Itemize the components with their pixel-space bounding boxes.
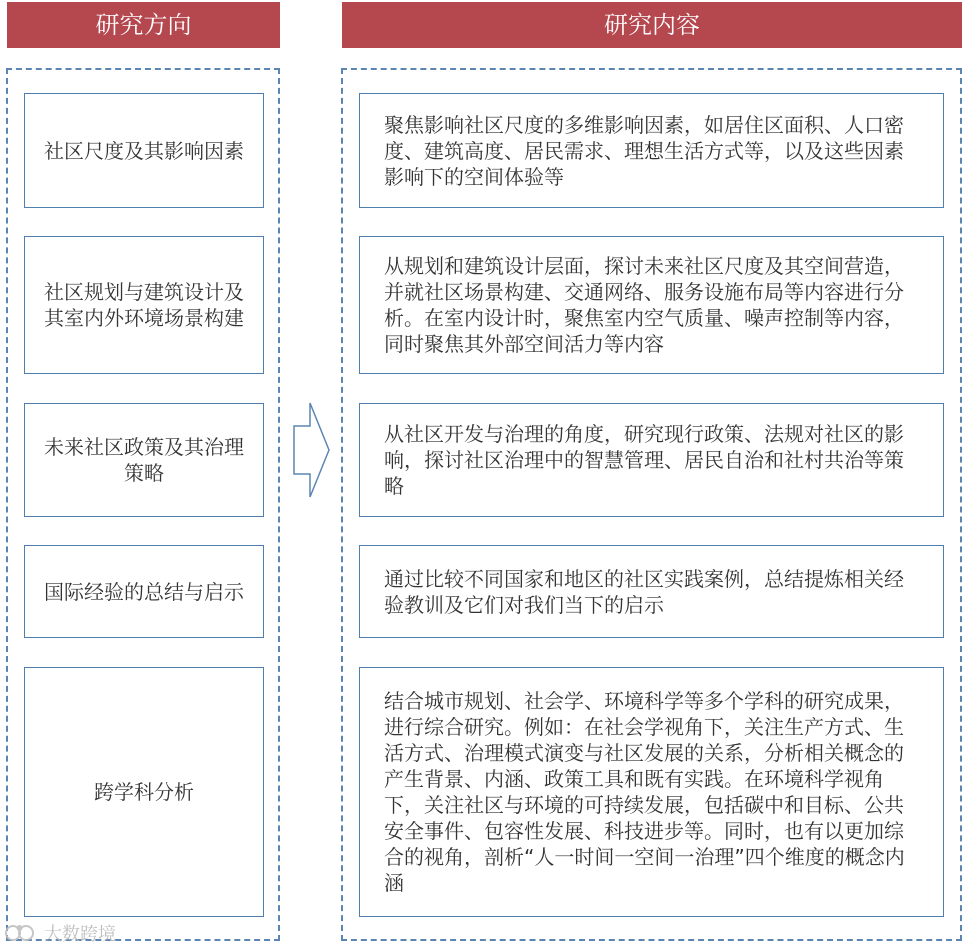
direction-box-1 <box>24 93 264 208</box>
content-text-4: 通过比较不同国家和地区的社区实践案例，总结提炼相关经验教训及它们对我们当下的启示 <box>384 566 904 617</box>
content-text-5: 结合城市规划、社会学、环境科学等多个学科的研究成果，进行综合研究。例如：在社会学视角下，关注生产方式、生活方式、治理模式演变与社区发展的关系，分析相关概念的产生背景、内涵、政策工具和既有实践。在环境科学视角下，关注社区与环境的可持续发展，包括碳中和目标、公共安全事件、包容性发展、科技进步等。同时，也有以更加综合的视角，剖析“人一时间一空间一治理”四个维度的概念内涵 <box>384 689 905 895</box>
content-box-4 <box>359 545 944 638</box>
direction-text-1: 社区尺度及其影响因素 <box>44 138 244 163</box>
right-arrow-icon <box>293 402 331 498</box>
direction-box-4 <box>24 545 264 638</box>
content-box-2 <box>359 236 944 374</box>
watermark-logo-icon <box>4 922 40 944</box>
header-research-content: 研究内容 <box>342 2 962 48</box>
direction-box-2 <box>24 236 264 374</box>
direction-text-3: 未来社区政策及其治理策略 <box>44 435 244 485</box>
content-text-1: 聚焦影响社区尺度的多维影响因素，如居住区面积、人口密度、建筑高度、居民需求、理想生活方式等，以及这些因素影响下的空间体验等 <box>384 112 904 189</box>
header-research-direction: 研究方向 <box>7 2 280 48</box>
direction-box-3 <box>24 403 264 517</box>
direction-text-5: 跨学科分析 <box>94 780 194 804</box>
content-box-3 <box>359 403 944 517</box>
content-text-3: 从社区开发与治理的角度，研究现行政策、法规对社区的影响，探讨社区治理中的智慧管理、居民自治和社村共治等策略 <box>384 422 904 498</box>
content-text-2: 从规划和建筑设计层面，探讨未来社区尺度及其空间营造，并就社区场景构建、交通网络、服务设施布局等内容进行分析。在室内设计时，聚焦室内空气质量、噪声控制等内容，同时聚焦其外部空间活力等内容 <box>384 254 904 356</box>
watermark-text: 大数跨境 <box>44 924 116 945</box>
direction-text-2: 社区规划与建筑设计及其室内外环境场景构建 <box>44 280 244 330</box>
direction-box-5 <box>24 667 264 917</box>
content-box-5 <box>359 667 944 917</box>
direction-text-4: 国际经验的总结与启示 <box>44 579 244 604</box>
content-box-1 <box>359 93 944 208</box>
watermark <box>4 920 116 946</box>
